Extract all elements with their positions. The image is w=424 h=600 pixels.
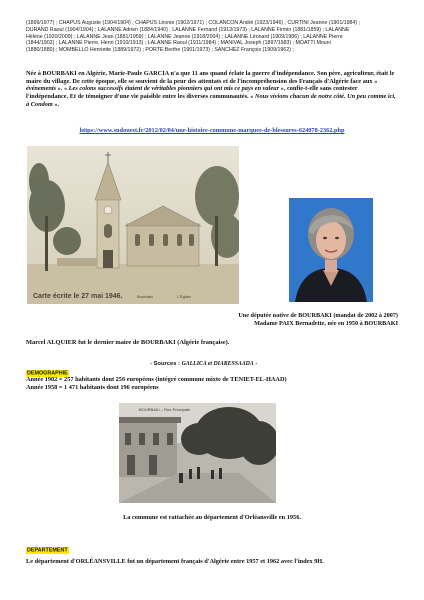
postcard-caption: Carte écrite le 27 mai 1946. (33, 293, 123, 300)
last-mayor-text: Marcel ALQUIER fut le dernier maire de BOURBAKI (Algérie française). (26, 339, 230, 346)
main-street-photo (119, 403, 276, 503)
departement-text: Le département d'ORLÉANSVILLE fut un département français d'Algérie entre 1957 et 1962 avec l'index 9H. (26, 558, 324, 565)
source-link[interactable]: https://www.sudouest.fr/2012/02/04/une-histoire-commune-marquee-de-blessures-624078-2362.php (79, 127, 345, 134)
names-line: (1880/1880) ; MOMBELLO Henriette (1889/1972) ; PORTE Berthe (1901/1973) ; SANCHEZ François (1909/1962) ; (26, 47, 294, 54)
portrait-caption-line: Madame PAIX Bernadette, née en 1950 à BOURBAKI (254, 319, 398, 327)
departement-heading (26, 538, 69, 556)
attachment-caption: La commune est rattachée au département d'Orléansville en 1956. (123, 514, 301, 521)
church-postcard-photo (27, 146, 239, 304)
sources-line: - Sources : GALLICA et DIARESSAADA - (150, 361, 258, 367)
departement-heading-label: DEPARTEMENT (27, 547, 68, 553)
names-line: (1899/1977) ; CHAPUS Auguste (1904/1904) ; CHAPUS Léonie (1902/1971) ; COLANCON André (1923/1946) ; CURTINI Jeanne (1901/1984) ; (26, 20, 361, 26)
names-list (26, 20, 398, 54)
names-line: DURAND Raoul (1904/1904) ; LALANNE Adrien (1884/1940) ; LALANNE Fernand (1913/1973) ; LALANNE Firmin (1881/1859) ; LALANNE (26, 26, 350, 33)
names-line: (1844/1902) ; LALANNE Pierre, Henri (1910/1913) ; LALANNE Raoul (1911/1984) ; MANIVAL Joseph (1897/1983) ; MOATTI Mouni (26, 40, 331, 47)
portrait-caption (150, 312, 398, 327)
intro-paragraph: Née à BOURBAKI en Algérie, Marie-Paule GARCIA n'a que 11 ans quand éclate la guerre d'indépendance. Son père, agriculteur, était le maire du village. De cette époque, elle se souvient de la peur des attentats et de l'incompréhension des Français d'Algérie face aux « événements ». « Les colons successifs étaient de véritables pionniers qui ont mis ce pays en valeur », confie-t-elle sans contester l'indépendance. Et de témoigner d'une vie paisible entre les diverses communautés. « Nous vivions chacun de notre côté. Un peu comme ici, à Condom ». (26, 70, 396, 108)
population-line: Année 1902 = 257 habitants dont 256 européens (intégré commune mixte de TENIET-EL-HAAD) (26, 376, 287, 383)
population-line: Année 1958 = 1 471 habitants dont 196 européens (26, 383, 159, 391)
deputy-portrait-photo (289, 198, 373, 302)
demographie-heading-label: DEMOGRAPHIE (27, 370, 68, 376)
names-line: Hélène (1920/2009) ; LALANNE Jean (1881/1959) ; LALANNE Jeanne (1918/2004) ; LALANNE Léonard (1909/1986) ; LALANNE Pierre (26, 33, 343, 40)
population-figures (26, 376, 398, 391)
postcard-label-right: L'Église (177, 294, 191, 299)
portrait-caption-line: Une députée native de BOURBAKI (mandat de 2002 à 2007) (238, 312, 398, 319)
postcard-label-left: Bourbaki (137, 294, 153, 299)
street-photo-label: BOURBAKI – Rue Principale (139, 407, 191, 412)
